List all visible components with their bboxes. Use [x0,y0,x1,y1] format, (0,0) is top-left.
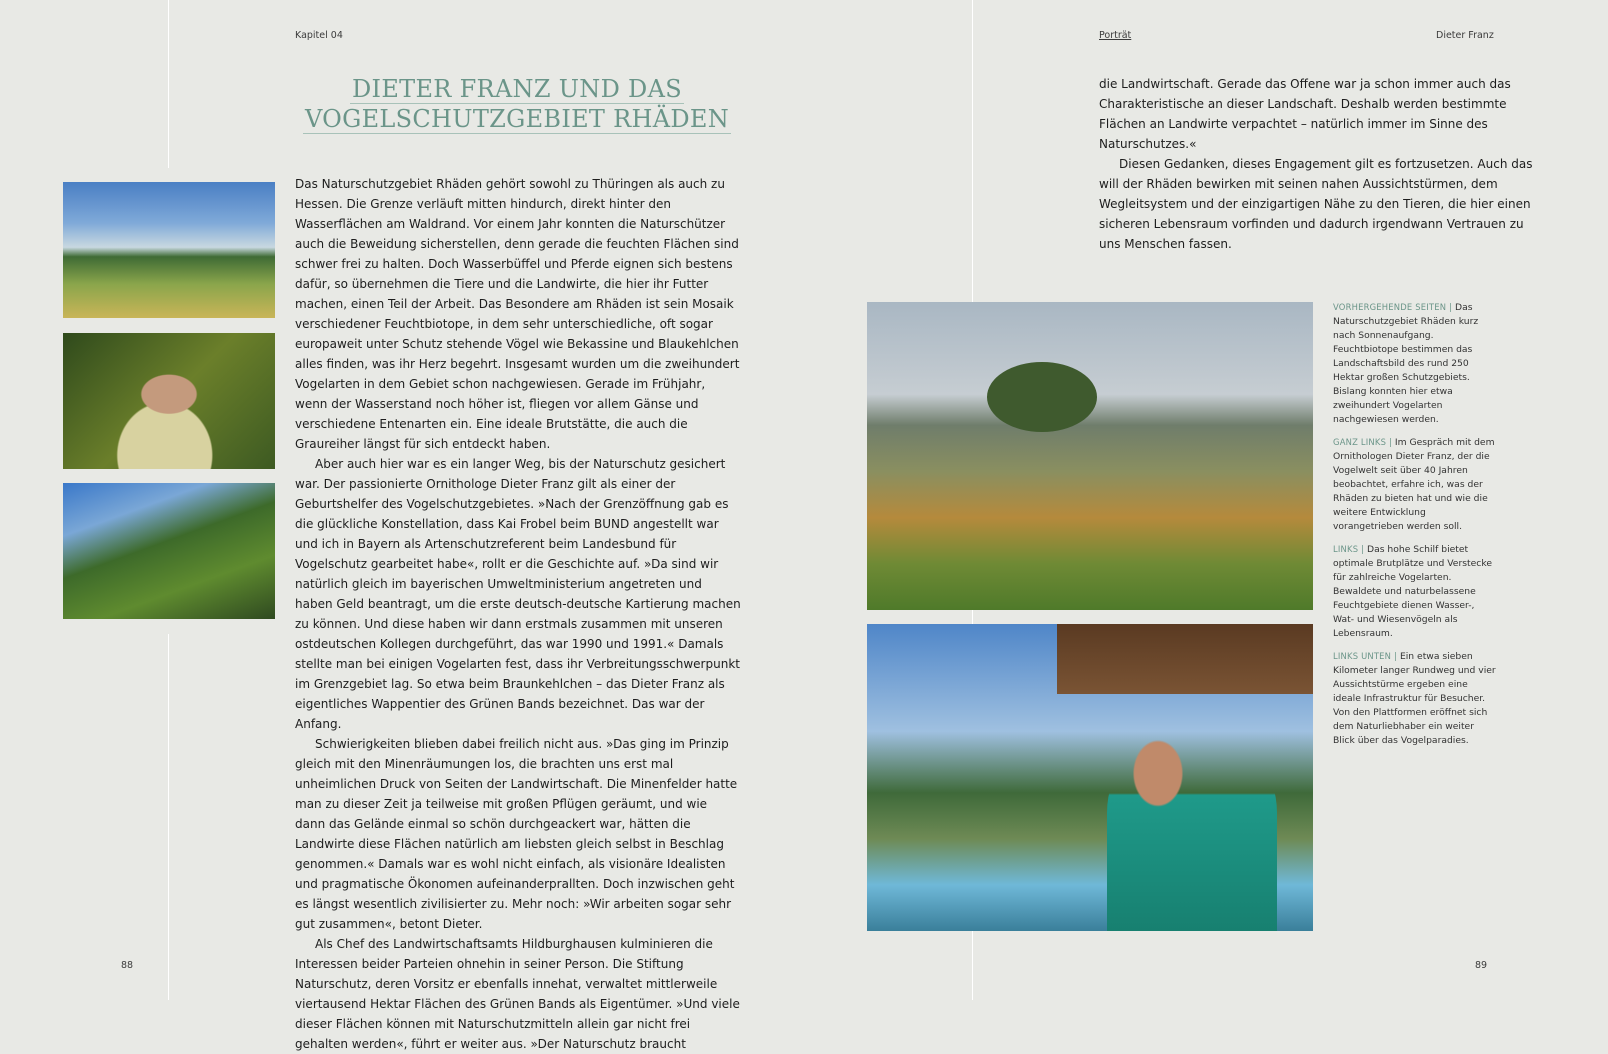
caption-text: Das Naturschutzgebiet Rhäden kurz nach Sonnenaufgang. Feuchtbiotope bestimmen das Landschaftsbild des rund 250 Hektar großen Schutzgebiets. Bislang konnten hier etwa zweihundert Vogelarten nachgewiesen werden. [1333,302,1479,425]
photo-dieter-franz-portrait [63,333,275,469]
page-divider-left-top [168,0,169,168]
photo-conversation-outdoors [63,483,275,619]
caption-label: LINKS UNTEN | [1333,651,1398,661]
left-column-text [295,174,741,1054]
page-divider-left-bottom [168,634,169,1000]
caption-text: Im Gespräch mit dem Ornithologen Dieter Franz, der die Vogelwelt seit über 40 Jahren beobachtet, erfahre ich, was der Rhäden zu bieten hat und wie die weitere Entwicklung vorangetrieben werden soll. [1333,437,1495,532]
page-number-left: 88 [121,960,134,971]
caption-text: Ein etwa sieben Kilometer langer Rundweg und vier Aussichtstürme ergeben eine ideale Infrastruktur für Besucher. Von den Plattformen eröffnet sich dem Naturliebhaber ein weiter Blick über das Vogelparadies. [1333,651,1496,746]
paragraph: Diesen Gedanken, dieses Engagement gilt es fortzusetzen. Auch das will der Rhäden bewirken mit seinen nahen Aussichtstürmen, dem Wegleitsystem und der einzigartigen Nähe zu den Tieren, die hier einen sicheren Lebensraum vorfinden und dadurch irgendwann Vertrauen zu uns Menschen fassen. [1099,157,1533,251]
caption [1333,649,1498,748]
paragraph: Als Chef des Landwirtschaftsamts Hildburghausen kulminieren die Interessen beider Parteien ohnehin in seiner Person. Die Stiftung Naturschutz, deren Vorsitz er ebenfalls innehat, verwaltet mittlerweile viertausend Hektar Flächen des Grünen Bands als Eigentümer. »Und viele dieser Flächen können mit Naturschutzmitteln allein gar nicht frei gehalten werden«, führt er weiter aus. »Der Naturschutz braucht [295,937,740,1051]
caption-label: GANZ LINKS | [1333,437,1392,447]
right-column-text [1099,74,1545,254]
chapter-label: Kapitel 04 [295,30,343,41]
paragraph: die Landwirtschaft. Gerade das Offene war ja schon immer auch das Charakteristische an dieser Landschaft. Deshalb werden bestimmte Flächen an Landwirte verpachtet – natürlich immer im Sinne des Naturschutzes.« [1099,77,1511,151]
photo-reed-wetland [867,302,1313,610]
photo-observation-tower-binoculars [867,624,1313,931]
caption [1333,300,1498,427]
photo-hikers-meadow [63,182,275,318]
caption-label: LINKS | [1333,544,1365,554]
headline-line-2: VOGELSCHUTZGEBIET RHÄDEN [304,105,730,133]
paragraph: Aber auch hier war es ein langer Weg, bis der Naturschutz gesichert war. Der passionierte Ornithologe Dieter Franz gilt als einer der Geburtshelfer des Vogelschutzgebietes. »Nach der Grenzöffnung gab es die glückliche Konstellation, dass Kai Frobel beim BUND angestellt war und ich in Bayern als Artenschutzreferent beim Landesbund für Vogelschutz gearbeitet habe«, rollt er die Geschichte auf. »Da sind wir natürlich gleich im bayerischen Umweltministerium angetreten und haben Geld beantragt, um die erste deutsch-deutsche Kartierung machen zu können. Und diese haben wir dann erstmals zusammen mit unseren ostdeutschen Kollegen durchgeführt, das war 1990 und 1991.« Damals stellte man bei einigen Vogelarten fest, dass ihr Verbreitungsschwerpunkt im Grenzgebiet lag. So etwa beim Braunkehlchen – das Dieter Franz als eigentliches Wappentier des Grünen Bands bezeichnet. Das war der Anfang. [295,457,741,731]
image-captions [1333,300,1498,756]
article-headline [296,74,738,134]
photo-tower-roof-shape [1057,624,1313,694]
caption [1333,542,1498,641]
photo-person-shape [1107,734,1277,931]
headline-line-1: DIETER FRANZ UND DAS [352,75,682,103]
section-label: Porträt [1099,30,1132,41]
paragraph: Das Naturschutzgebiet Rhäden gehört sowohl zu Thüringen als auch zu Hessen. Die Grenze verläuft mitten hindurch, direkt hinter den Wasserflächen am Waldrand. Vor einem Jahr konnten die Naturschützer auch die Beweidung sicherstellen, denn gerade die feuchten Flächen sind schwer frei zu halten. Doch Wasserbüffel und Pferde eignen sich bestens dafür, so übernehmen die Tiere und die Landwirte, die hier ihr Futter machen, einen Teil der Arbeit. Das Besondere am Rhäden ist sein Mosaik verschiedener Feuchtbiotope, in dem sehr unterschiedliche, oft sogar europaweit unter Schutz stehende Vögel wie Bekassine und Blaukehlchen alles finden, was ihr Herz begehrt. Insgesamt wurden um die zweihundert Vogelarten in dem Gebiet schon nachgewiesen. Gerade im Frühjahr, wenn der Wasserstand noch höher ist, fliegen vor allem Gänse und verschiedene Entenarten ein. Eine ideale Brutstätte, die auch die Graureiher längst für sich entdeckt haben. [295,177,740,451]
photo-tree-shape [987,362,1097,432]
caption-text: Das hohe Schilf bietet optimale Brutplätze und Verstecke für zahlreiche Vogelarten. Bewaldete und naturbelassene Feuchtgebiete dienen Wasser-, Wat- und Wiesenvögeln als Lebensraum. [1333,544,1492,639]
paragraph: Schwierigkeiten blieben dabei freilich nicht aus. »Das ging im Prinzip gleich mit den Minenräumungen los, die brachten uns erst mal unheimlichen Druck von Seiten der Landwirtschaft. Die Minenfelder hatte man zu dieser Zeit ja teilweise mit großen Pflügen geräumt, und wie dann das Gelände einmal so schön durchgeackert war, hätten die Landwirte diese Flächen natürlich am liebsten gleich selbst in Beschlag genommen.« Damals war es wohl nicht einfach, als visionäre Idealisten und pragmatische Ökonomen aufeinanderprallten. Doch inzwischen geht es längst wesentlich zivilisierter zu. Mehr noch: »Wir arbeiten sogar sehr gut zusammen«, betont Dieter. [295,737,738,931]
running-head-name: Dieter Franz [1436,30,1494,41]
caption-label: VORHERGEHENDE SEITEN | [1333,302,1453,312]
page-number-right: 89 [1475,960,1488,971]
caption [1333,435,1498,534]
